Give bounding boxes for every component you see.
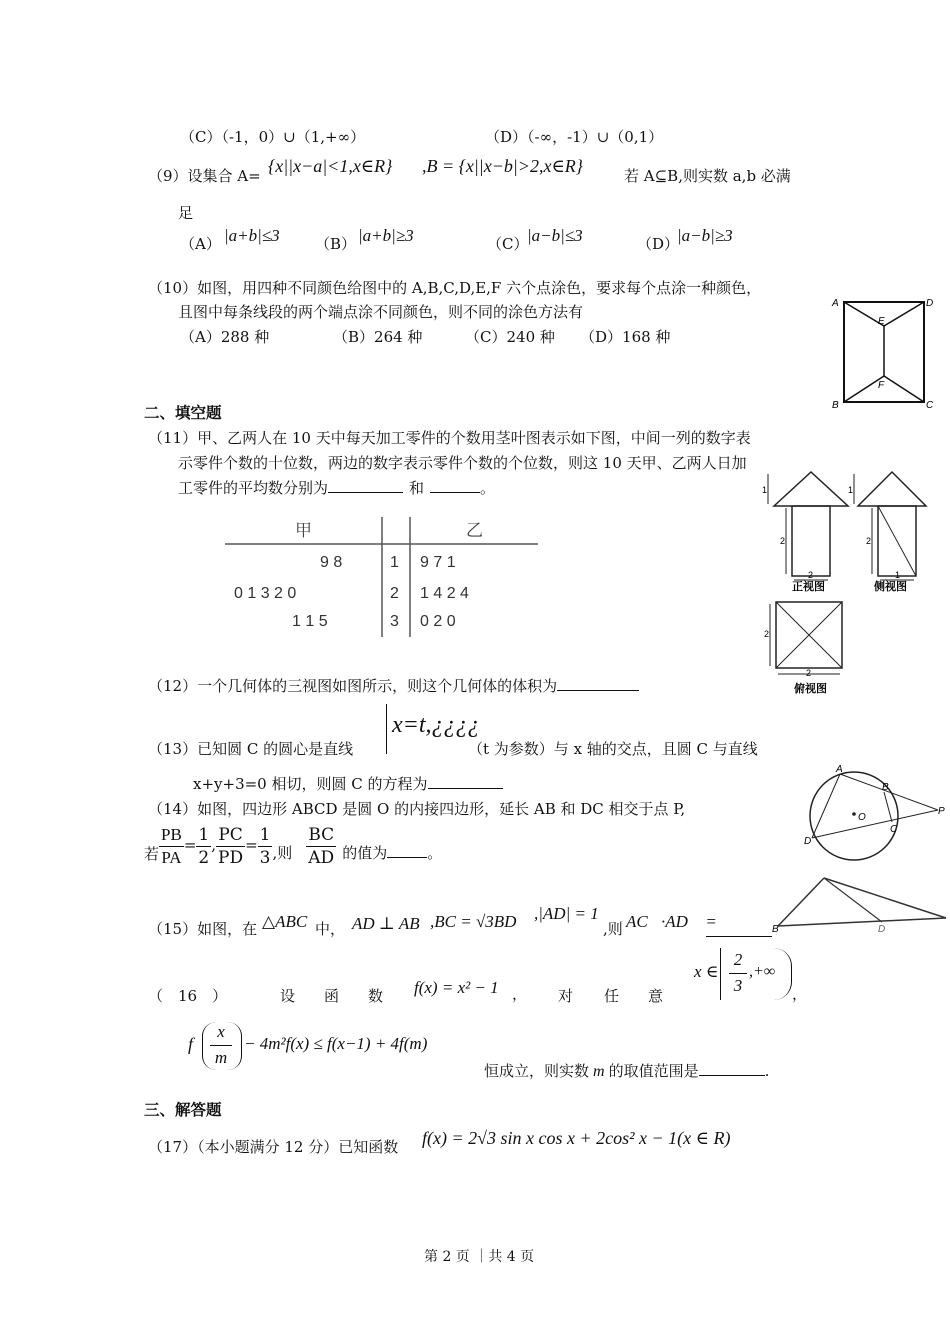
q11-line2: 示零件个数的十位数，两边的数字表示零件个数的个位数，则这 10 天甲、乙两人日加	[178, 454, 747, 472]
q13-suffix: （t 为参数）与 x 轴的交点，且圆 C 与直线	[468, 740, 758, 758]
front-dim-1: 1	[762, 485, 768, 495]
q9-a-expr: |a+b|≤3	[224, 226, 280, 245]
q14-line1: （14）如图，四边形 ABCD 是圆 O 的内接四边形，延长 AB 和 DC 相交于点 P,	[148, 800, 686, 818]
three-view-figure	[762, 464, 948, 700]
label-d: D	[926, 298, 934, 309]
q16-function: f(x) = x² − 1	[414, 978, 499, 997]
q16-frac-bar	[210, 1045, 232, 1046]
q9-d-label: （D）	[637, 235, 680, 253]
q11-line3: 工零件的平均数分别为 和 。	[178, 479, 496, 497]
side-dim-2: 2	[866, 536, 872, 546]
label-b: B	[832, 400, 839, 410]
q15-prefix: （15）如图，在	[148, 920, 258, 938]
q11-line1: （11）甲、乙两人在 10 天中每天加工零件的个数用茎叶图表示如下图，中间一列的数字表	[148, 429, 751, 447]
q16-word-6: 意	[648, 987, 664, 1005]
q16-interval-rest: ,+∞	[749, 963, 776, 980]
stem-row3-left: 1 1 5	[292, 613, 328, 630]
stem-row3-right: 0 2 0	[420, 613, 456, 630]
q15-blank[interactable]	[706, 922, 772, 937]
q13-line2: x+y+3=0 相切，则圆 C 的方程为	[193, 774, 503, 794]
side-view	[848, 472, 926, 593]
q13-prefix: （13）已知圆 C 的圆心是直线	[148, 740, 354, 758]
stem-leaf-plot	[220, 512, 550, 642]
q8-option-c: （C）（-1，0）∪（1,+∞）	[180, 128, 366, 146]
label-a: A	[836, 764, 843, 775]
side-view-label: 侧视图	[874, 581, 907, 593]
label-c: C	[890, 824, 898, 835]
q9-b-label: （B）	[315, 235, 357, 253]
stem-row2-stem: 2	[390, 585, 399, 602]
q15-cond1: AD ⊥ AB	[352, 914, 420, 933]
stem-row1-stem: 1	[390, 554, 399, 571]
q16-interval-num: 2	[733, 950, 743, 969]
q15-cond3: ,|AD| = 1	[534, 904, 599, 923]
top-dim-side: 2	[764, 629, 770, 639]
top-view	[764, 602, 842, 695]
q16-word-3: 数	[368, 987, 384, 1005]
q16-interval-fracbar	[729, 973, 747, 974]
front-dim-2: 2	[780, 536, 786, 546]
q15-ask: ,则	[603, 920, 623, 938]
label-a: A	[832, 298, 839, 309]
q10-figure	[828, 292, 938, 410]
q11-blank-2[interactable]	[430, 478, 480, 493]
q9-d-expr: |a−b|≥3	[677, 226, 733, 245]
q16-domain: x ∈	[694, 962, 719, 981]
section-2-heading: 二、填空题	[144, 403, 222, 422]
q14-line2: 若 $\frac{PB}{PA}$ = $\frac{1}{2}$ , $\frac{PC}{PD}$ = $\frac{1}{3}$ ,则 $\frac{BC}{AD}$ 的值为 。	[144, 824, 443, 868]
q16-f-prefix: f	[188, 1034, 194, 1054]
q11-blank-1[interactable]	[328, 478, 403, 493]
q13-brace	[386, 704, 389, 754]
q14-blank[interactable]	[387, 843, 427, 858]
q12-line: （12）一个几何体的三视图如图所示，则这个几何体的体积为	[148, 676, 639, 696]
q10-option-c: （C）240 种	[465, 328, 555, 346]
q16-blank[interactable]	[699, 1061, 765, 1076]
side-dim-1: 1	[848, 485, 854, 495]
q17-function: f(x) = 2√3 sin x cos x + 2cos² x − 1(x ∈ R)	[422, 1128, 731, 1148]
q13-param: x=t,¿¿¿¿	[392, 712, 480, 738]
label-c: C	[926, 400, 934, 410]
front-view-label: 正视图	[792, 581, 825, 593]
label-f: F	[878, 380, 885, 391]
q12-blank[interactable]	[557, 676, 639, 691]
q15-figure	[770, 872, 948, 934]
stem-row1-left: 9 8	[320, 554, 343, 571]
q16-word-5: 任	[604, 987, 620, 1005]
q9-set-a: {x||x−a|<1,x∈R}	[268, 156, 393, 176]
q14-figure	[798, 764, 948, 864]
q15-expr: AC⃗·AD⃗ =	[626, 912, 717, 931]
page-footer: 第 2 页 ｜共 4 页	[424, 1249, 535, 1265]
label-d: D	[878, 924, 886, 934]
q15-cond2: ,BC = √3BD	[430, 912, 517, 931]
front-dim-bottom: 2	[808, 570, 814, 580]
q9-c-expr: |a−b|≤3	[527, 226, 583, 245]
stem-header-right: 乙	[466, 521, 483, 540]
label-e: E	[878, 316, 885, 327]
label-d: D	[804, 836, 812, 847]
stem-row3-stem: 3	[390, 613, 399, 630]
q16-frac-d: m	[214, 1048, 228, 1067]
q16-frac-n: x	[217, 1022, 225, 1041]
q16-num: （ 16 ）	[148, 987, 228, 1005]
q17-prefix: （17）（本小题满分 12 分）已知函数	[148, 1138, 399, 1156]
label-o: O	[858, 812, 866, 823]
q13-blank[interactable]	[428, 774, 503, 789]
q16-line2-tail: 恒成立，则实数 m 的取值范围是 .	[484, 1062, 770, 1080]
q9-b-expr: |a+b|≥3	[358, 226, 414, 245]
q9-set-b: ,B = {x||x−b|>2,x∈R}	[422, 156, 583, 176]
q15-triangle: △ABC	[262, 912, 308, 931]
q16-inequality: − 4m²f(x) ≤ f(x−1) + 4f(m)	[244, 1034, 428, 1053]
q9-a-label: （A）	[180, 235, 221, 253]
q10-option-b: （B）264 种	[333, 328, 423, 346]
label-b: B	[882, 782, 889, 793]
label-p: P	[938, 806, 945, 817]
q16-word-2: 函	[324, 987, 340, 1005]
q16-word-4: 对	[558, 987, 574, 1005]
top-view-label: 俯视图	[794, 683, 827, 695]
q10-option-a: （A）288 种	[180, 328, 270, 346]
q10-line2: 且图中每条线段的两个端点涂不同颜色，则不同的涂色方法有	[178, 303, 584, 321]
section-3-heading: 三、解答题	[144, 1100, 222, 1119]
q16-comma: ，	[512, 985, 528, 1003]
q16-comma-2: ，	[792, 985, 808, 1003]
stem-header-left: 甲	[295, 521, 312, 540]
q9-c-label: （C）	[487, 235, 529, 253]
top-dim-bottom: 2	[806, 668, 812, 678]
stem-row2-left: 0 1 3 2 0	[234, 585, 297, 602]
q9-stem-prefix: （9）设集合 A=	[148, 167, 261, 185]
stem-row2-right: 1 4 2 4	[420, 585, 469, 602]
q10-line1: （10）如图，用四种不同颜色给图中的 A,B,C,D,E,F 六个点涂色，要求每个点涂一种颜色，	[148, 279, 762, 297]
q10-option-d: （D）168 种	[580, 328, 671, 346]
stem-row1-right: 9 7 1	[420, 554, 456, 571]
side-dim-bottom: 1	[895, 570, 901, 580]
q16-word-1: 设	[280, 987, 296, 1005]
q15-mid: 中，	[315, 920, 346, 938]
front-view	[762, 472, 848, 593]
q16-interval-den: 3	[733, 976, 743, 995]
q9-stem-cont: 足	[178, 204, 194, 222]
q9-stem-suffix: 若 A⊆B,则实数 a,b 必满	[624, 167, 791, 185]
q8-option-d: （D）（-∞，-1）∪（0,1）	[485, 128, 664, 146]
label-b: B	[772, 924, 779, 934]
